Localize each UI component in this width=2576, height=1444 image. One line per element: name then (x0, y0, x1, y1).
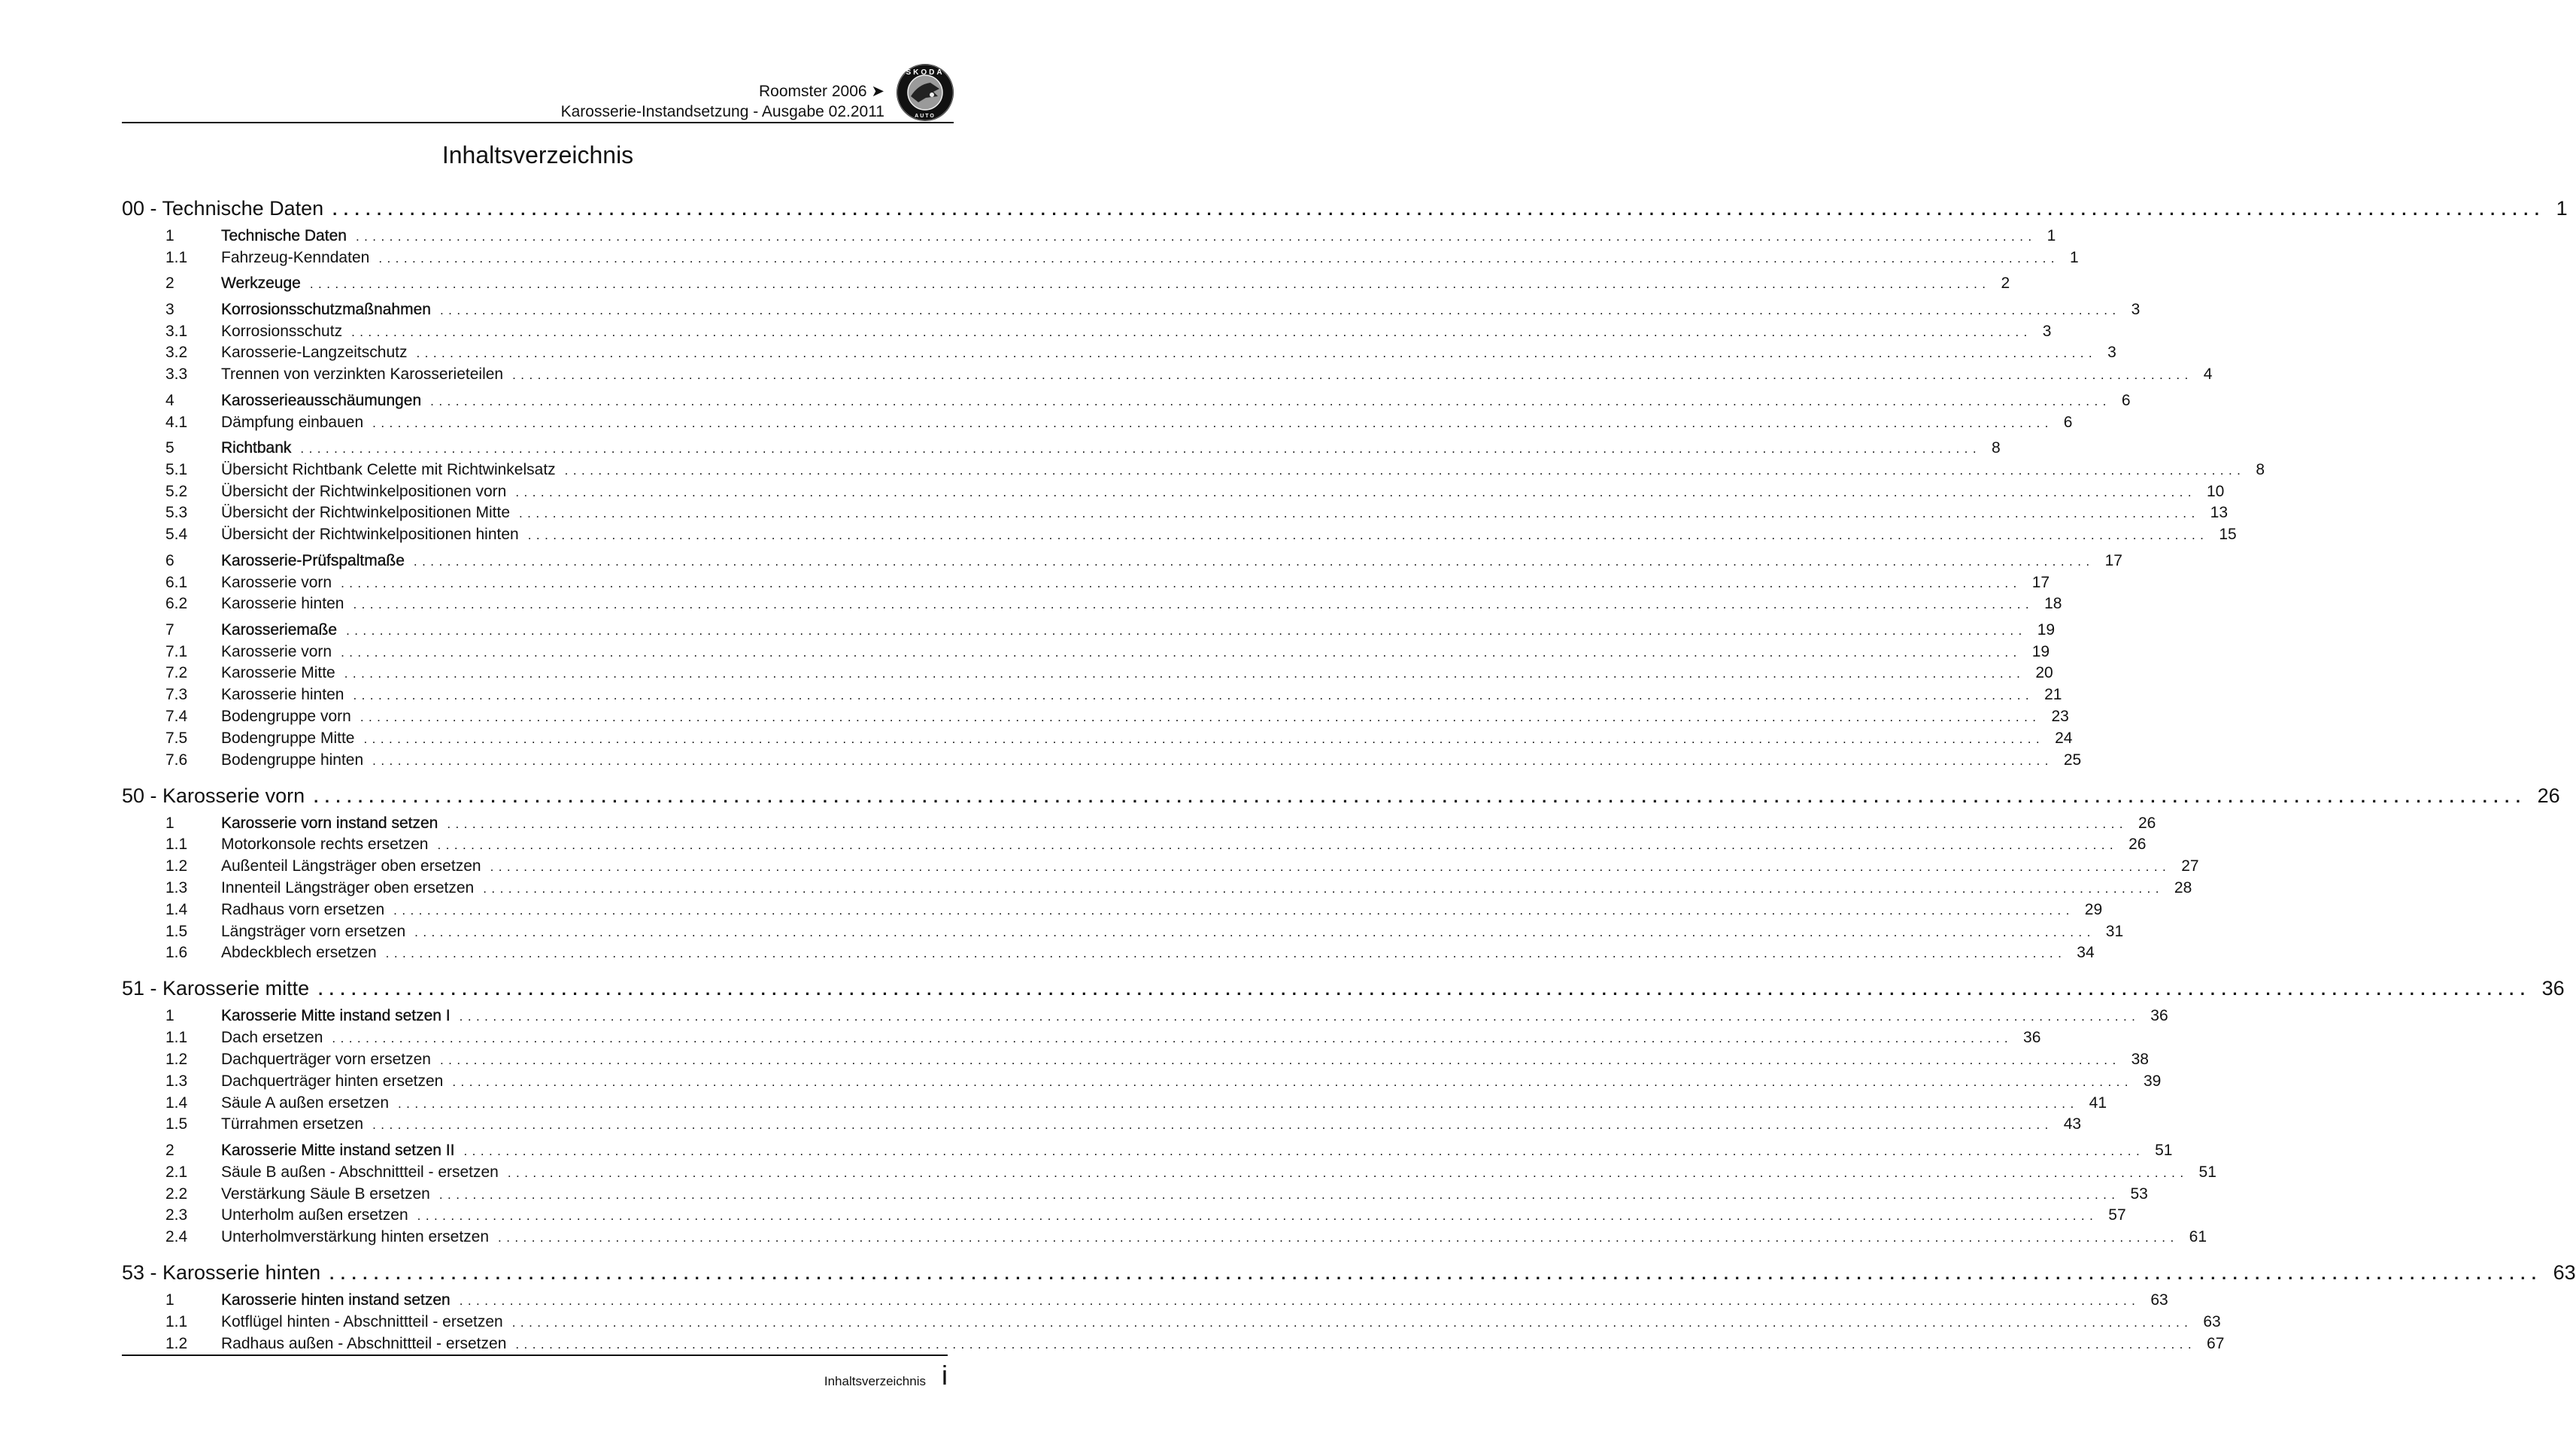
toc-entry-number: 5.4 (165, 526, 188, 544)
toc-entry-title: Karosseriemaße (221, 620, 338, 639)
dot-leader: ........................................................................................................................................................................................................ (351, 324, 2032, 339)
dot-leader: ........................................................................................................................................................................................................ (353, 597, 2034, 612)
toc-entry-number: 2.2 (165, 1185, 188, 1203)
svg-text:AUTO: AUTO (915, 114, 936, 119)
dot-leader: ........................................................................................................................................................................................................ (459, 1294, 2141, 1309)
toc-entry[interactable] (122, 248, 2079, 267)
toc-entry-page: 1 (2069, 248, 2079, 266)
toc-entry[interactable] (122, 1206, 2126, 1224)
toc-entry[interactable] (122, 413, 2073, 432)
toc-entry-title: Dach ersetzen (221, 1029, 323, 1047)
toc-entry-page: 39 (2143, 1072, 2162, 1090)
toc-entry-title: Karosserie hinten instand setzen (221, 1291, 451, 1309)
toc-entry-title: Dachquerträger vorn ersetzen (221, 1051, 431, 1068)
dot-leader: ........................................................................................................................................................................................................ (341, 575, 2022, 590)
dot-leader: ........................................................................................................................................................................................................ (355, 229, 2037, 244)
toc-entry[interactable] (122, 1312, 2221, 1331)
toc-entry-title: Längsträger vorn ersetzen (221, 922, 406, 940)
toc-entry-title: Bodengruppe Mitte (221, 729, 355, 747)
toc-entry[interactable] (122, 879, 2192, 897)
toc-entry-number: 1.3 (165, 879, 188, 896)
toc-entry-number: 1.2 (165, 1334, 188, 1352)
toc-entry-page: 8 (2256, 460, 2265, 478)
toc-entry-page: 25 (2063, 751, 2082, 769)
svg-text:SKODA: SKODA (906, 68, 945, 77)
dot-leader: ........................................................................................................................................................................................................ (341, 645, 2022, 660)
toc-entry-title: Unterholmverstärkung hinten ersetzen (221, 1228, 490, 1246)
dot-leader: ........................................................................................................................................................................................................ (372, 1118, 2053, 1133)
toc-entry-page: 28 (2174, 879, 2192, 896)
toc-entry-title: Abdeckblech ersetzen (221, 944, 377, 962)
dot-leader: ........................................................................................................................................................................................................ (564, 463, 2246, 478)
toc-entry[interactable] (122, 1051, 2149, 1069)
toc-entry-number: 1.5 (165, 922, 188, 940)
toc-entry-number: 2.3 (165, 1206, 188, 1224)
toc-entry-number: 1.5 (165, 1115, 188, 1133)
toc-entry-page: 2 (2001, 275, 2010, 293)
toc-entry-title: Karosserie Mitte instand setzen II (221, 1141, 455, 1159)
toc-entry-number: 6.1 (165, 573, 188, 591)
toc-entry-title: Säule A außen ersetzen (221, 1094, 389, 1112)
toc-entry-number: 6.2 (165, 595, 188, 613)
toc-entry-number: 2 (165, 1141, 174, 1159)
dot-leader: ........................................................................................................................................................................................................ (332, 200, 2546, 219)
toc-chapter[interactable] (122, 1261, 2576, 1285)
dot-leader: ........................................................................................................................................................................................................ (437, 838, 2119, 853)
toc-entry-page: 63 (2150, 1291, 2168, 1309)
toc-entry-title: Übersicht der Richtwinkelpositionen hinten (221, 526, 519, 544)
dot-leader: ........................................................................................................................................................................................................ (512, 368, 2193, 383)
toc-entry-title: Werkzeuge (221, 275, 301, 293)
dot-leader: ........................................................................................................................................................................................................ (507, 1165, 2189, 1180)
toc-entry-page: 1 (2047, 227, 2056, 244)
toc-entry-page: 17 (2104, 551, 2122, 569)
toc-entry-page: 63 (2553, 1261, 2576, 1285)
toc-entry-page: 36 (2150, 1007, 2168, 1025)
toc-entry-page: 15 (2219, 526, 2237, 544)
toc-entry-title: 50 - Karosserie vorn (122, 784, 305, 807)
toc-entry[interactable] (122, 620, 2056, 639)
footer-section-label: Inhaltsverzeichnis (824, 1374, 926, 1388)
toc-entry[interactable] (122, 857, 2199, 875)
toc-entry[interactable] (122, 439, 2001, 457)
toc-entry[interactable] (122, 300, 2141, 319)
dot-leader: ........................................................................................................................................................................................................ (511, 1315, 2193, 1330)
toc-entry-page: 67 (2207, 1334, 2225, 1352)
dot-leader: ........................................................................................................................................................................................................ (300, 441, 1982, 456)
dot-leader: ........................................................................................................................................................................................................ (385, 946, 2067, 961)
dot-leader: ........................................................................................................................................................................................................ (515, 484, 2196, 499)
toc-entry-number: 1.3 (165, 1072, 188, 1090)
toc-entry-page: 6 (2063, 413, 2073, 431)
dot-leader: ........................................................................................................................................................................................................ (416, 346, 2098, 361)
toc-entry-number: 1 (165, 227, 174, 244)
toc-entry[interactable] (122, 729, 2073, 748)
toc-entry-title: Richtbank (221, 439, 292, 457)
toc-entry[interactable] (122, 1007, 2168, 1025)
toc-entry-title: Kotflügel hinten - Abschnittteil - ersetzen (221, 1312, 503, 1330)
toc-entry[interactable] (122, 1185, 2148, 1203)
toc-entry[interactable] (122, 573, 2050, 592)
toc-entry-number: 2.1 (165, 1163, 188, 1181)
dot-leader: ........................................................................................................................................................................................................ (378, 250, 2059, 265)
dot-leader: ........................................................................................................................................................................................................ (452, 1074, 2133, 1089)
dot-leader: ........................................................................................................................................................................................................ (490, 860, 2171, 875)
toc-entry-title: Motorkonsole rechts ersetzen (221, 836, 429, 854)
toc-entry[interactable] (122, 1072, 2162, 1091)
dot-leader: ........................................................................................................................................................................................................ (353, 688, 2034, 703)
toc-entry-page: 29 (2084, 900, 2103, 918)
toc-entry-number: 5 (165, 439, 174, 457)
toc-entry[interactable] (122, 1291, 2168, 1309)
toc-entry-title: Karosserie hinten (221, 686, 344, 704)
dot-leader: ........................................................................................................................................................................................................ (363, 731, 2045, 746)
toc-entry-title: Korrosionsschutzmaßnahmen (221, 300, 431, 318)
dot-leader: ........................................................................................................................................................................................................ (318, 980, 2532, 1000)
toc-entry-title: Karosserie vorn (221, 573, 332, 591)
toc-entry-page: 1 (2556, 197, 2568, 220)
toc-entry[interactable] (122, 1094, 2107, 1112)
toc-entry-page: 19 (2037, 620, 2056, 639)
toc-entry[interactable] (122, 642, 2050, 661)
toc-entry-number: 7.2 (165, 664, 188, 682)
toc-entry-number: 7.4 (165, 708, 188, 725)
toc-entry[interactable] (122, 227, 2056, 245)
toc-entry[interactable] (122, 1029, 2041, 1047)
toc-entry-number: 1 (165, 1291, 174, 1309)
toc-entry-page: 10 (2206, 482, 2225, 500)
dot-leader: ........................................................................................................................................................................................................ (346, 623, 2027, 638)
toc-entry-number: 3.2 (165, 344, 188, 362)
toc-entry[interactable] (122, 366, 2213, 384)
toc-entry-title: Innenteil Längsträger oben ersetzen (221, 879, 475, 896)
toc-entry-page: 17 (2031, 573, 2050, 591)
toc-entry-title: Technische Daten (221, 227, 347, 244)
toc-entry-number: 1.1 (165, 1312, 188, 1330)
toc-entry-number: 3 (165, 300, 174, 318)
toc-entry-number: 3.3 (165, 366, 188, 384)
toc-entry-number: 7.6 (165, 751, 188, 769)
toc-entry-title: 53 - Karosserie hinten (122, 1261, 321, 1285)
toc-entry-title: Karosserie-Langzeitschutz (221, 344, 408, 362)
toc-entry-title: Unterholm außen ersetzen (221, 1206, 408, 1224)
toc-entry-number: 7.3 (165, 686, 188, 704)
toc-entry-title: Radhaus außen - Abschnittteil - ersetzen (221, 1334, 507, 1352)
toc-entry[interactable] (122, 836, 2147, 854)
toc-entry-number: 1.1 (165, 1029, 188, 1047)
dot-leader: ........................................................................................................................................................................................................ (393, 902, 2074, 918)
toc-entry[interactable] (122, 814, 2156, 833)
toc-entry[interactable] (122, 344, 2116, 362)
toc-entry-page: 31 (2105, 922, 2124, 940)
toc-entry-page: 61 (2189, 1228, 2207, 1246)
dot-leader: ........................................................................................................................................................................................................ (360, 710, 2041, 724)
dot-leader: ........................................................................................................................................................................................................ (332, 1031, 2013, 1046)
toc-entry[interactable] (122, 1115, 2082, 1133)
toc-entry-page: 26 (2537, 784, 2560, 807)
toc-entry-title: Karosserie Mitte (221, 664, 335, 682)
toc-entry-page: 18 (2044, 595, 2062, 613)
toc-entry-page: 57 (2108, 1206, 2126, 1224)
toc-chapter[interactable] (122, 977, 2565, 1000)
toc-entry-number: 5.1 (165, 460, 188, 478)
toc-entry-page: 3 (2131, 300, 2141, 318)
toc-entry-title: Übersicht der Richtwinkelpositionen vorn (221, 482, 507, 500)
toc-entry[interactable] (122, 664, 2053, 682)
dot-leader: ........................................................................................................................................................................................................ (515, 1336, 2197, 1351)
toc-entry[interactable] (122, 482, 2225, 501)
toc-entry-page: 24 (2055, 729, 2073, 747)
dot-leader: ........................................................................................................................................................................................................ (372, 753, 2053, 768)
toc-entry-number: 1 (165, 1007, 174, 1025)
dot-leader: ........................................................................................................................................................................................................ (498, 1230, 2179, 1245)
toc-entry-number: 6 (165, 551, 174, 569)
toc-entry-page: 3 (2107, 344, 2116, 362)
toc-entry-number: 1 (165, 814, 174, 832)
dot-leader: ........................................................................................................................................................................................................ (417, 1209, 2098, 1224)
toc-entry-title: Bodengruppe vorn (221, 708, 351, 725)
toc-entry-page: 34 (2077, 944, 2095, 962)
toc-entry-page: 36 (2023, 1029, 2041, 1047)
toc-entry-page: 63 (2203, 1312, 2221, 1330)
toc-entry[interactable] (122, 751, 2082, 769)
dot-leader: ........................................................................................................................................................................................................ (329, 1264, 2543, 1284)
toc-entry[interactable] (122, 900, 2103, 919)
toc-entry-number: 1.2 (165, 857, 188, 875)
toc-entry[interactable] (122, 275, 2010, 293)
toc-entry-title: Karosserie Mitte instand setzen I (221, 1007, 451, 1025)
skoda-logo (896, 63, 954, 122)
footer-page-number: i (942, 1360, 948, 1391)
toc-entry[interactable] (122, 504, 2228, 522)
toc-entry-number: 7 (165, 620, 174, 639)
toc-entry[interactable] (122, 551, 2122, 570)
toc-entry-title: 00 - Technische Daten (122, 197, 324, 220)
footer-divider (122, 1355, 948, 1356)
toc-entry-title: Korrosionsschutz (221, 322, 343, 340)
toc-entry-title: Karosserie vorn instand setzen (221, 814, 438, 832)
toc-entry-title: Fahrzeug-Kenndaten (221, 248, 370, 266)
toc-entry[interactable] (122, 391, 2131, 410)
toc-entry[interactable] (122, 1141, 2173, 1160)
toc-entry[interactable] (122, 322, 2052, 341)
toc-entry-page: 3 (2042, 322, 2052, 340)
toc-entry-page: 8 (1992, 439, 2001, 457)
toc-entry[interactable] (122, 708, 2069, 726)
toc-entry-title: Außenteil Längsträger oben ersetzen (221, 857, 481, 875)
dot-leader: ........................................................................................................................................................................................................ (439, 302, 2121, 317)
toc-entry-page: 36 (2541, 977, 2565, 1000)
dot-leader: ........................................................................................................................................................................................................ (439, 1053, 2121, 1067)
toc-entry-title: Säule B außen - Abschnittteil - ersetzen (221, 1163, 499, 1181)
toc-entry-number: 2 (165, 275, 174, 293)
toc-entry[interactable] (122, 595, 2062, 613)
toc-entry[interactable] (122, 1334, 2225, 1353)
toc-entry-title: Karosserieausschäumungen (221, 391, 422, 409)
toc-entry-title: Übersicht Richtbank Celette mit Richtwinkelsatz (221, 460, 556, 478)
toc-entry-page: 51 (2155, 1141, 2173, 1159)
page-title: Inhaltsverzeichnis (441, 141, 634, 168)
toc-entry-number: 1.1 (165, 248, 188, 266)
toc-entry-number: 1.1 (165, 836, 188, 854)
toc-entry-page: 51 (2198, 1163, 2216, 1181)
dot-leader: ........................................................................................................................................................................................................ (414, 924, 2095, 939)
toc-entry-page: 6 (2121, 391, 2131, 409)
toc-entry-number: 3.1 (165, 322, 188, 340)
dot-leader: ........................................................................................................................................................................................................ (398, 1096, 2079, 1111)
toc-entry-title: Radhaus vorn ersetzen (221, 900, 385, 918)
dot-leader: ........................................................................................................................................................................................................ (344, 666, 2025, 681)
dot-leader: ........................................................................................................................................................................................................ (438, 1187, 2120, 1202)
toc-entry-title: Dachquerträger hinten ersetzen (221, 1072, 444, 1090)
toc-entry-number: 1.2 (165, 1051, 188, 1068)
toc-entry-page: 23 (2051, 708, 2069, 725)
toc-entry-title: Übersicht der Richtwinkelpositionen Mitte (221, 504, 510, 522)
toc-entry[interactable] (122, 944, 2095, 962)
toc-entry-number: 5.2 (165, 482, 188, 500)
dot-leader: ........................................................................................................................................................................................................ (314, 787, 2527, 806)
toc-entry[interactable] (122, 922, 2124, 941)
dot-leader: ........................................................................................................................................................................................................ (447, 816, 2128, 831)
dot-leader: ........................................................................................................................................................................................................ (372, 415, 2053, 430)
toc-entry-page: 19 (2031, 642, 2050, 660)
toc-entry-page: 4 (2203, 366, 2213, 384)
toc-entry-title: Dämpfung einbauen (221, 413, 364, 431)
dot-leader: ........................................................................................................................................................................................................ (483, 881, 2164, 896)
toc-entry[interactable] (122, 686, 2062, 704)
toc-entry-title: Verstärkung Säule B ersetzen (221, 1185, 430, 1203)
toc-entry-page: 13 (2210, 504, 2228, 522)
toc-entry-page: 20 (2035, 664, 2053, 682)
toc-entry-page: 43 (2063, 1115, 2082, 1133)
toc-chapter[interactable] (122, 784, 2560, 808)
toc-entry-page: 41 (2089, 1094, 2107, 1112)
toc-entry-title: Bodengruppe hinten (221, 751, 364, 769)
toc-entry-title: Karosserie vorn (221, 642, 332, 660)
toc-entry-title: Türrahmen ersetzen (221, 1115, 364, 1133)
header-model: Roomster 2006 ➤ (758, 83, 884, 100)
toc-entry-title: Karosserie hinten (221, 595, 344, 613)
toc-entry-page: 26 (2128, 836, 2147, 854)
toc-entry-number: 1.4 (165, 900, 188, 918)
dot-leader: ........................................................................................................................................................................................................ (430, 393, 2111, 408)
dot-leader: ........................................................................................................................................................................................................ (527, 528, 2209, 543)
dot-leader: ........................................................................................................................................................................................................ (463, 1143, 2145, 1158)
toc-entry[interactable] (122, 526, 2237, 544)
toc-entry-number: 5.3 (165, 504, 188, 522)
dot-leader: ........................................................................................................................................................................................................ (309, 277, 1991, 292)
toc-entry-number: 7.1 (165, 642, 188, 660)
toc-entry-number: 1.6 (165, 944, 188, 962)
toc-entry-page: 27 (2181, 857, 2199, 875)
toc-entry-number: 4.1 (165, 413, 188, 431)
toc-entry-title: Trennen von verzinkten Karosserieteilen (221, 366, 504, 384)
toc-entry[interactable] (122, 1228, 2207, 1246)
toc-entry-number: 1.4 (165, 1094, 188, 1112)
toc-entry-number: 2.4 (165, 1228, 188, 1246)
dot-leader: ........................................................................................................................................................................................................ (459, 1009, 2141, 1024)
dot-leader: ........................................................................................................................................................................................................ (519, 506, 2200, 521)
toc-entry[interactable] (122, 460, 2265, 479)
toc-entry-title: 51 - Karosserie mitte (122, 977, 310, 1000)
toc-chapter[interactable] (122, 197, 2568, 220)
header-divider (122, 122, 954, 123)
toc-entry-page: 38 (2131, 1051, 2149, 1068)
header-manual-title: Karosserie-Instandsetzung - Ausgabe 02.2011 (560, 103, 884, 120)
toc-entry-page: 53 (2130, 1185, 2148, 1203)
toc-entry-number: 4 (165, 391, 174, 409)
toc-entry-page: 21 (2044, 686, 2062, 704)
toc-entry-page: 26 (2138, 814, 2156, 832)
toc-entry[interactable] (122, 1163, 2216, 1182)
toc-entry-number: 7.5 (165, 729, 188, 747)
dot-leader: ........................................................................................................................................................................................................ (413, 554, 2095, 569)
toc-entry-title: Karosserie-Prüfspaltmaße (221, 551, 405, 569)
